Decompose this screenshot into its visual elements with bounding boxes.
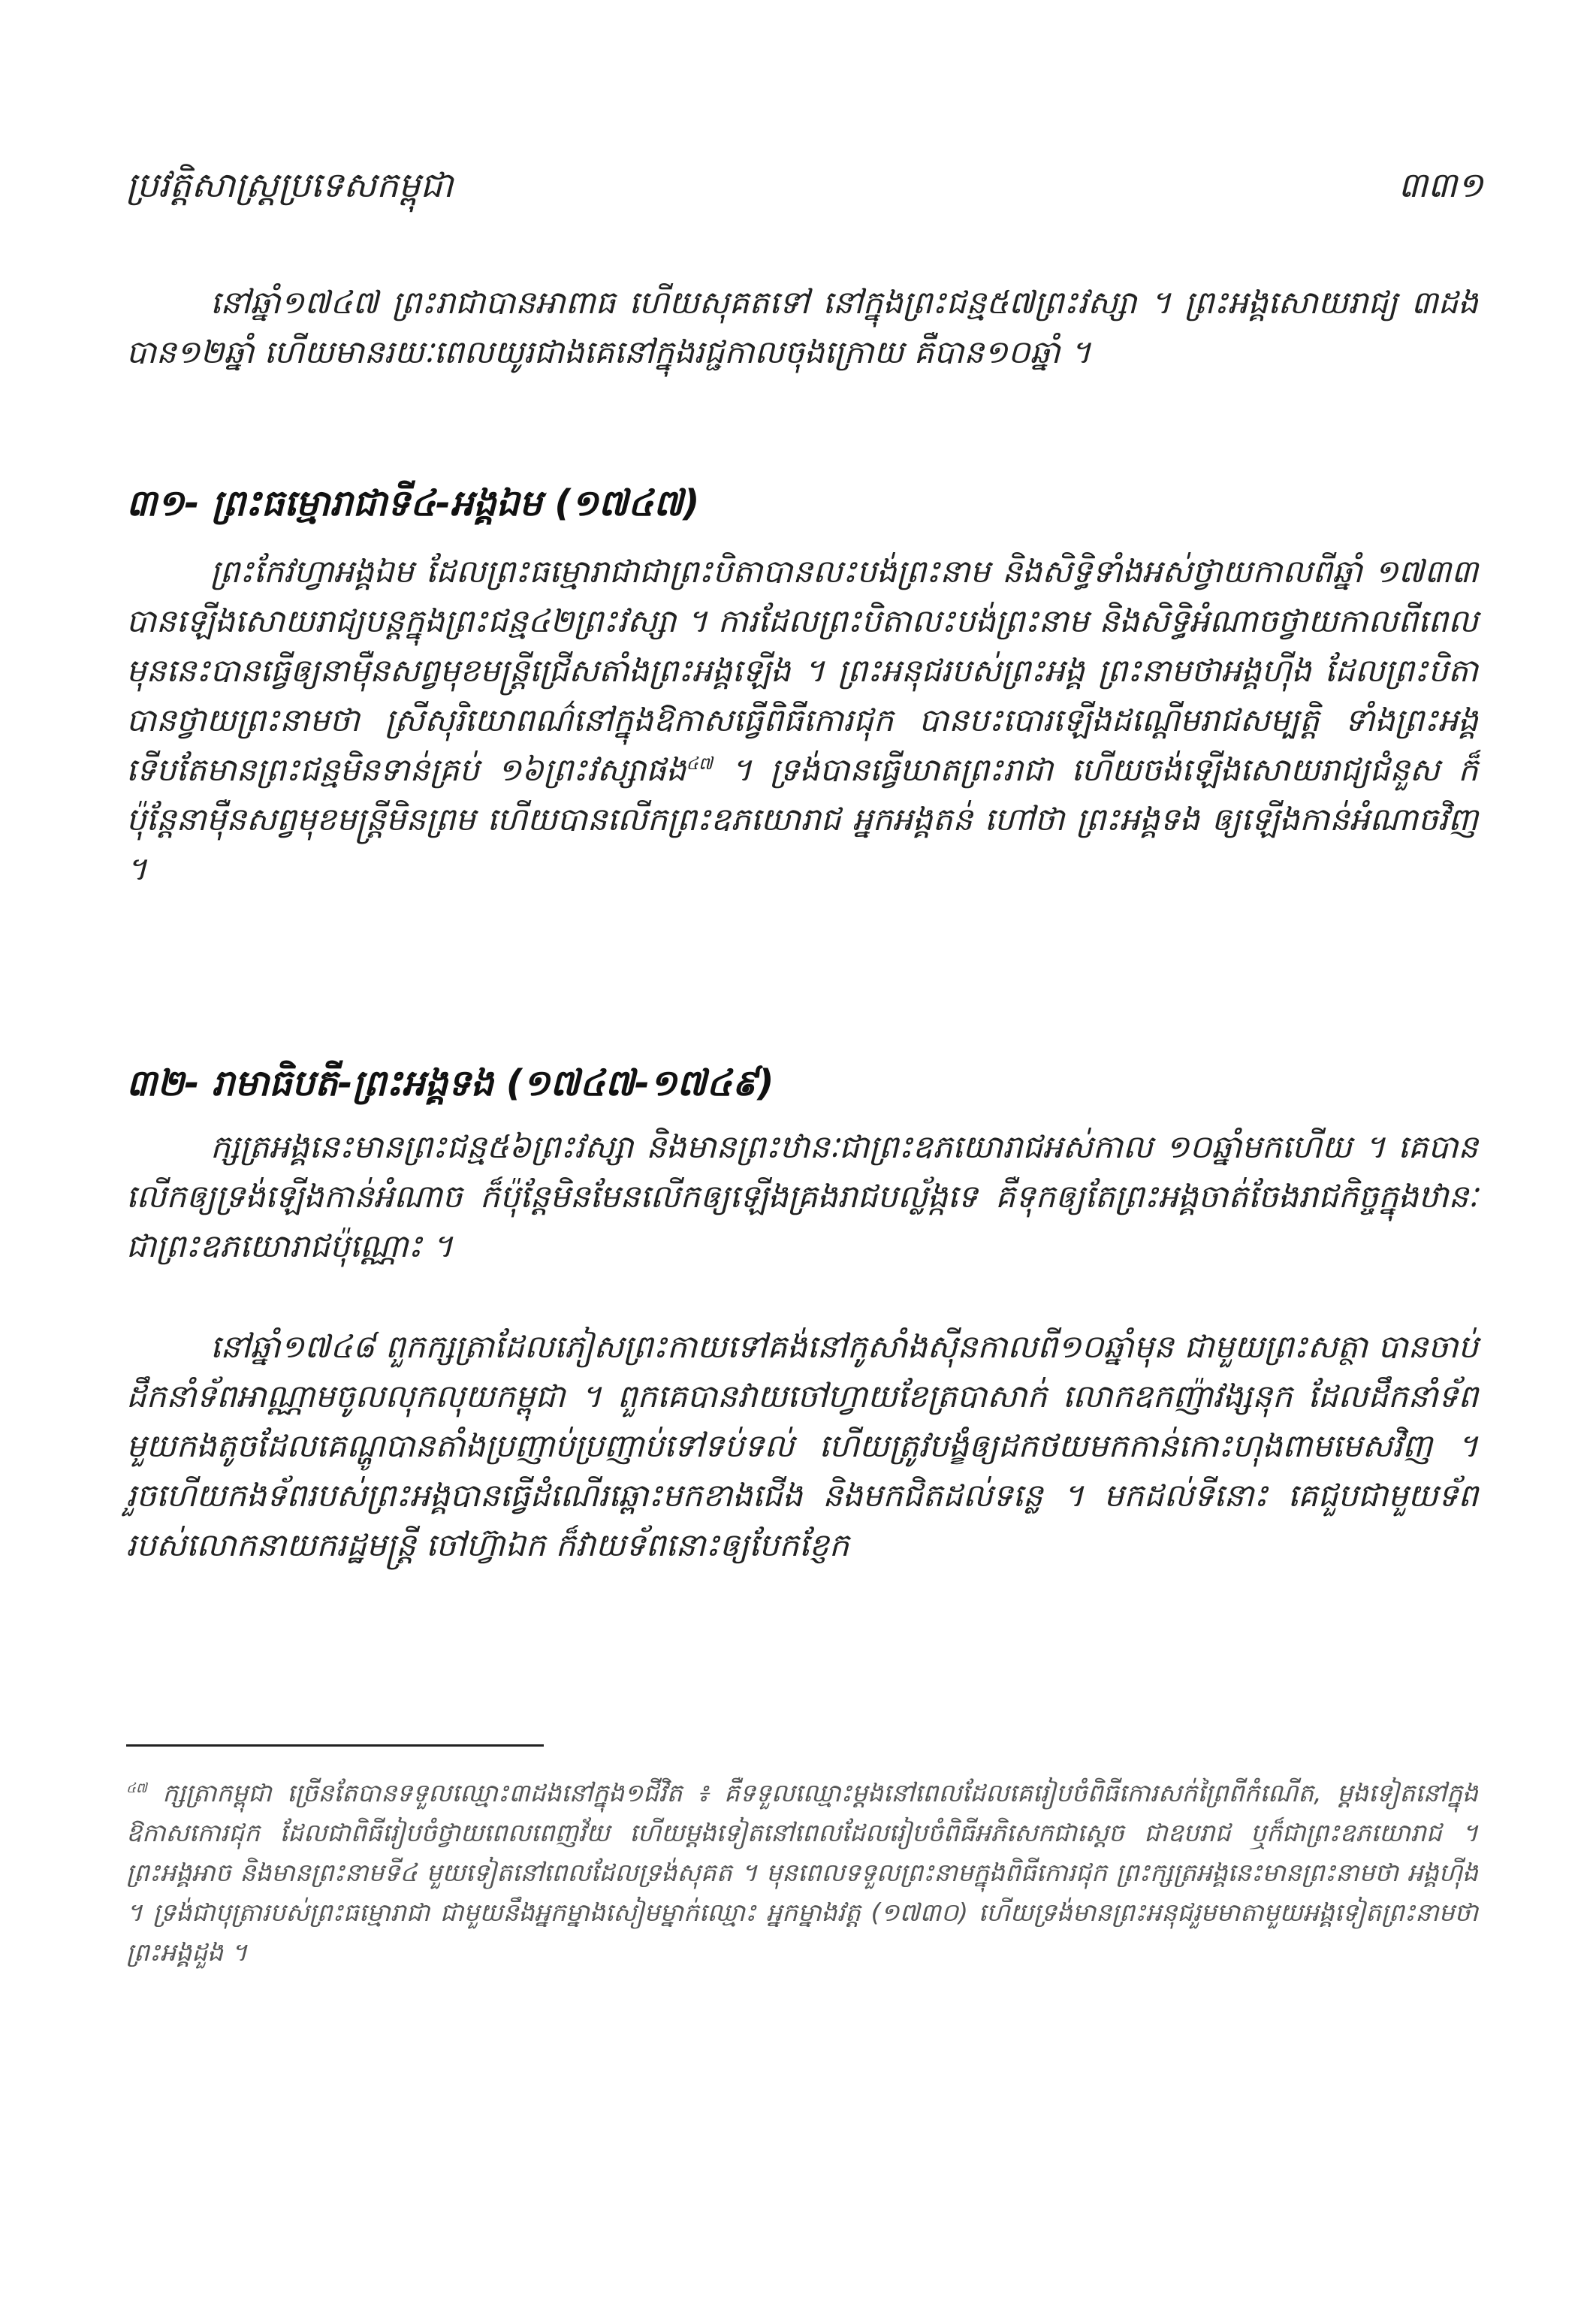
running-header-title: ប្រវត្តិសាស្ត្រប្រទេសកម្ពុជា <box>126 165 454 205</box>
section-31-heading: ៣១- ព្រះធម្មោរាជាទី៤-អង្គឯម (១៧៤៧) <box>126 482 700 524</box>
section-32-paragraph-2: នៅឆ្នាំ១៧៤៨ ពួកក្សត្រាដែលភៀសព្រះកាយទៅគង់នៅកូសាំងស៊ីនកាលពី១០ឆ្នាំមុន ជាមួយព្រះសត្ថា បានចាប់ដឹកនាំទ័ពអាណ្ណាមចូលលុកលុយកម្ពុជា ។ ពួកគេបានវាយចៅហ្វាយខែត្របាសាក់ លោកឧកញ៉ាវង្សនុក ដែលដឹកនាំទ័ពមួយកងតូចដែលគេណ្ហូបានតាំងប្រញាប់ប្រញាប់ទៅទប់ទល់ ហើយត្រូវបង្ខំឲ្យដកថយមកកាន់កោះហុងពាមមេសវិញ ។ រួចហើយកងទ័ពរបស់ព្រះអង្គបានធ្វើដំណើរឆ្ពោះមកខាងជើង និងមកជិតដល់ទន្លេ ។ មកដល់ទីនោះ គេជួបជាមួយទ័ពរបស់លោកនាយករដ្ឋមន្ត្រី ចៅហ៊្វាឯក ក៏វាយទ័ពនោះឲ្យបែកខ្ញែក <box>126 1328 1478 1563</box>
section-31-text-part-1: ព្រះកែវហ្វាអង្គឯម ដែលព្រះធម្មោរាជាជាព្រះបិតាបានលះបង់ព្រះនាម និងសិទ្ធិទាំងអស់ថ្វាយកាលពីឆ្នាំ ១៧៣៣ បានឡើងសោយរាជ្យបន្តក្នុងព្រះជន្ម៤២ព្រះវស្សា ។ ការដែលព្រះបិតាលះបង់ព្រះនាម និងសិទ្ធិអំណាចថ្វាយកាលពីពេលមុននេះបានធ្វើឲ្យនាម៉ឺនសព្វមុខមន្ត្រីជ្រើសតាំងព្រះអង្គឡើង ។ ព្រះអនុជរបស់ព្រះអង្គ ព្រះនាមថាអង្គហ៊ីង ដែលព្រះបិតាបានថ្វាយព្រះនាមថា ស្រីសុរិយោពណ៌នៅក្នុងឱកាសធ្វើពិធីកោរជុក បានបះបោរឡើងដណ្តើមរាជសម្បត្តិ ទាំងព្រះអង្គទើបតែមានព្រះជន្មមិនទាន់គ្រប់ ១៦ព្រះវស្សាផង <box>126 553 1478 788</box>
footnote-reference[interactable]: ៤៧ <box>686 754 713 774</box>
footnote-divider <box>126 1744 544 1747</box>
section-31-text-part-2: ។ ទ្រង់បានធ្វើឃាតព្រះរាជា ហើយចង់ឡើងសោយរាជ្យជំនួស ក៏ប៉ុន្តែនាម៉ឺនសព្វមុខមន្ត្រីមិនព្រម ហើយបានលើកព្រះឧភយោរាជ អ្នកអង្គតន់ ហៅថា ព្រះអង្គទង ឲ្យឡើងកាន់អំណាចវិញ ។ <box>126 751 1478 887</box>
section-32-heading: ៣២- រាមាធិបតី-ព្រះអង្គទង (១៧៤៧-១៧៤៩) <box>126 1062 774 1104</box>
section-31-paragraph <box>126 547 1478 894</box>
page-number: ៣៣១ <box>1398 165 1483 205</box>
intro-paragraph: នៅឆ្នាំ១៧៤៧ ព្រះរាជាបានអាពាធ ហើយសុគតទៅ នៅក្នុងព្រះជន្ម៥៧ព្រះវស្សា ។ ព្រះអង្គសោយរាជ្យ ៣ដង បាន១២ឆ្នាំ ហើយមានរយៈពេលយូរជាងគេនៅក្នុងរជ្ជកាលចុងក្រោយ គឺបាន១០ឆ្នាំ ។ <box>126 284 1478 370</box>
footnote-marker: ៤៧ <box>126 1780 147 1796</box>
footnote-text: ក្សត្រាកម្ពុជា ច្រើនតែបានទទួលឈ្មោះ៣ដងនៅក្នុង១ជីវិត ៖ គឺទទួលឈ្មោះម្តងនៅពេលដែលគេរៀបចំពិធីកោរសក់ព្រៃពីកំណើត, ម្តងទៀតនៅក្នុងឱកាសកោរជុក ដែលជាពិធីរៀបចំថ្វាយពេលពេញវ័យ ហើយម្តងទៀតនៅពេលដែលរៀបចំពិធីអភិសេកជាស្តេច ជាឧបរាជ ឬក៏ជាព្រះឧភយោរាជ ។ ព្រះអង្គអាច និងមានព្រះនាមទី៤ មួយទៀតនៅពេលដែលទ្រង់សុគត ។ មុនពេលទទួលព្រះនាមក្នុងពិធីកោរជុក ព្រះក្សត្រអង្គនេះមានព្រះនាមថា អង្គហ៊ីង ។ ទ្រង់ជាបុត្រារបស់ព្រះធម្មោរាជា ជាមួយនឹងអ្នកម្នាងសៀមម្នាក់ឈ្មោះ អ្នកម្នាងវត្ត (១៧៣០) ហើយទ្រង់មានព្រះអនុជរួមមាតាមួយអង្គទៀតព្រះនាមថា ព្រះអង្គដួង ។ <box>126 1778 1478 1967</box>
section-32-paragraph-1: ក្សត្រអង្គនេះមានព្រះជន្ម៥៦ព្រះវស្សា និងមានព្រះឋានៈជាព្រះឧភយោរាជអស់កាល ១០ឆ្នាំមកហើយ ។ គេបានលើកឲ្យទ្រង់ឡើងកាន់អំណាច ក៏ប៉ុន្តែមិនមែនលើកឲ្យឡើងគ្រងរាជបល្ល័ង្កទេ គឺទុកឲ្យតែព្រះអង្គចាត់ចែងរាជកិច្ចក្នុងឋានៈជាព្រះឧភយោរាជប៉ុណ្ណោះ ។ <box>126 1128 1478 1264</box>
footnote <box>126 1773 1478 1972</box>
